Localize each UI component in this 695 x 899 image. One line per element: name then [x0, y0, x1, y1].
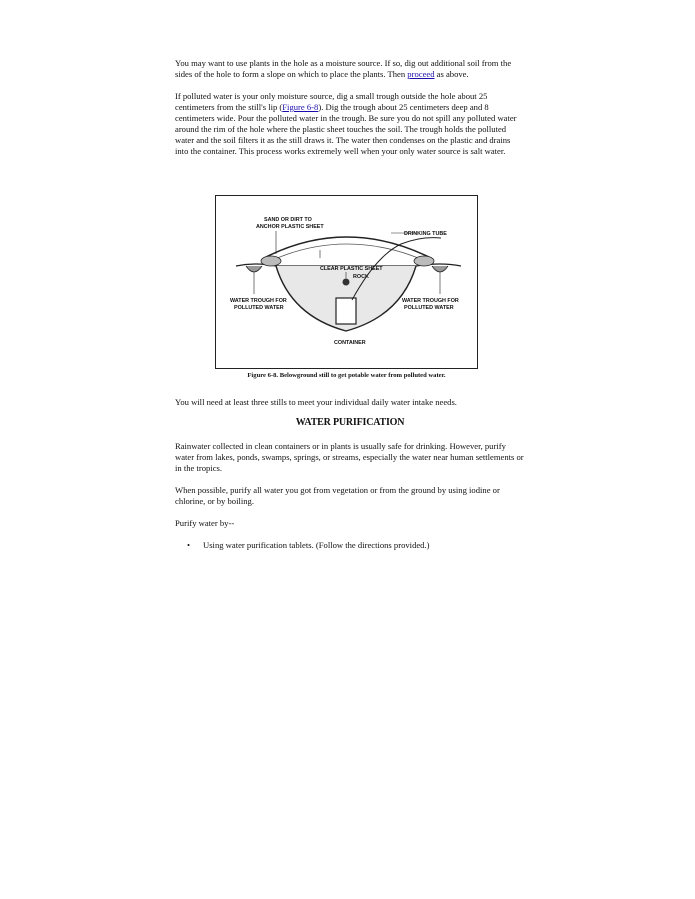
- bullet-icon: •: [187, 540, 191, 550]
- paragraph-rainwater: Rainwater collected in clean containers or in plants is usually safe for drinking. However, purify water from lakes, ponds, swamps, springs, or streams, especially the water near human settlements or in the tropics.: [175, 441, 524, 473]
- plastic-sheet: [264, 237, 431, 258]
- left-mound: [261, 256, 281, 266]
- label-drinking-tube: DRINKING TUBE: [404, 231, 447, 237]
- paragraph-text: as above.: [434, 69, 469, 79]
- label-sand: SAND OR DIRT TO: [264, 217, 312, 223]
- label-clear-plastic-sheet: CLEAR PLASTIC SHEET: [320, 266, 383, 272]
- paragraph-when-possible: When possible, purify all water you got from vegetation or from the ground by using iodine or chlorine, or by boiling.: [175, 485, 500, 506]
- right-trough: [432, 266, 448, 272]
- list-item-text: Using water purification tablets. (Follow the directions provided.): [203, 540, 430, 550]
- right-mound: [414, 256, 434, 266]
- figure-caption: Figure 6-8. Belowground still to get potable water from polluted water.: [247, 372, 446, 379]
- label-trough-left-1: WATER TROUGH FOR: [230, 298, 287, 304]
- label-rock: ROCK: [353, 274, 369, 280]
- body-text-middle: [175, 397, 525, 408]
- proceed-link[interactable]: proceed: [407, 69, 435, 79]
- figure-6-8-link[interactable]: Figure 6-8: [282, 102, 319, 112]
- list-item: [175, 540, 525, 551]
- label-anchor: ANCHOR PLASTIC SHEET: [256, 224, 324, 230]
- left-trough: [246, 266, 262, 272]
- rock-shape: [343, 279, 350, 286]
- container-shape: [336, 298, 356, 324]
- still-diagram: [216, 196, 479, 370]
- label-container: CONTAINER: [334, 340, 366, 346]
- paragraph-text: You may want to use plants in the hole as a moisture source. If so, dig out additional soil from the sides of the hole to form a slope on which to place the plants. Then: [175, 58, 512, 79]
- paragraph-purify-by: Purify water by--: [175, 518, 235, 528]
- figure-belowground-still: [215, 195, 478, 369]
- body-text-top: [175, 58, 525, 157]
- body-text-bottom: [175, 441, 525, 551]
- paragraph-three-stills: You will need at least three stills to meet your individual daily water intake needs.: [175, 397, 457, 407]
- label-trough-left-2: POLLUTED WATER: [234, 305, 284, 311]
- paragraph-text: ). Dig the trough about 25 centimeters deep and 8 centimeters wide. Pour the polluted water in the trough. Be sure you do not spill any polluted water around the rim of the hole where the plastic sheet touches the soil. The trough holds the polluted water and the soil filters it as the still draws it. The water then condenses on the plastic and drains into the container. This process works extremely well when your only water source is salt water.: [175, 102, 517, 156]
- section-heading: WATER PURIFICATION: [295, 417, 405, 428]
- purification-list: [175, 540, 525, 551]
- label-trough-right-2: POLLUTED WATER: [404, 305, 454, 311]
- label-trough-right-1: WATER TROUGH FOR: [402, 298, 459, 304]
- paragraph-plants: [175, 58, 525, 80]
- paragraph-polluted-water: [175, 91, 525, 157]
- paragraph-text: If polluted water is your only moisture source, dig a small trough outside the hole about 25 centimeters from the still's lip (: [175, 91, 488, 112]
